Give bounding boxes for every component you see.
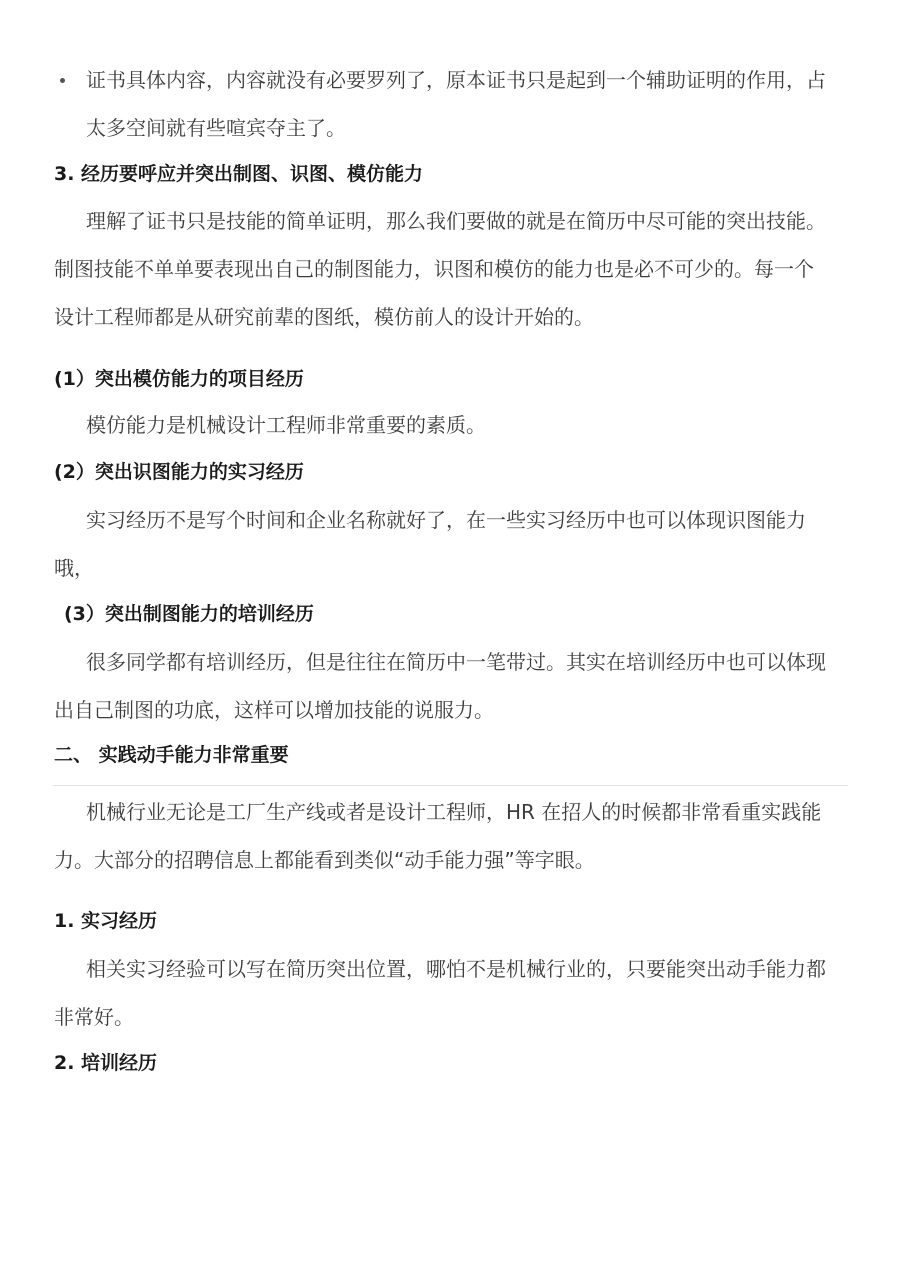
subsection-2-heading: (2）突出识图能力的实习经历 bbox=[54, 461, 304, 483]
item-1-paragraph-line2: 非常好。 bbox=[54, 1005, 134, 1029]
section-3-paragraph-line3: 设计工程师都是从研究前辈的图纸，模仿前人的设计开始的。 bbox=[54, 305, 594, 329]
section-3-paragraph-line2: 制图技能不单单要表现出自己的制图能力，识图和模仿的能力也是必不可少的。每一个 bbox=[54, 257, 814, 281]
bullet-text-line2: 太多空间就有些喧宾夺主了。 bbox=[86, 116, 346, 140]
section-3-paragraph-line1: 理解了证书只是技能的简单证明，那么我们要做的就是在简历中尽可能的突出技能。 bbox=[86, 209, 826, 233]
bullet-dot-icon bbox=[60, 78, 65, 83]
subsection-1-paragraph-line1: 模仿能力是机械设计工程师非常重要的素质。 bbox=[86, 413, 486, 437]
subsection-3-paragraph-line1: 很多同学都有培训经历，但是往往在简历中一笔带过。其实在培训经历中也可以体现 bbox=[86, 650, 826, 674]
subsection-1-heading: (1）突出模仿能力的项目经历 bbox=[54, 368, 304, 390]
item-1-paragraph-line1: 相关实习经验可以写在简历突出位置，哪怕不是机械行业的，只要能突出动手能力都 bbox=[86, 957, 826, 981]
subsection-2-paragraph-line1: 实习经历不是写个时间和企业名称就好了，在一些实习经历中也可以体现识图能力 bbox=[86, 508, 806, 532]
item-2-heading: 2. 培训经历 bbox=[54, 1052, 158, 1074]
part-2-paragraph-line2: 力。大部分的招聘信息上都能看到类似“动手能力强”等字眼。 bbox=[54, 848, 595, 872]
section-divider bbox=[53, 785, 848, 786]
item-1-heading: 1. 实习经历 bbox=[54, 910, 158, 932]
part-2-heading: 二、 实践动手能力非常重要 bbox=[54, 744, 289, 766]
subsection-3-heading: (3）突出制图能力的培训经历 bbox=[64, 603, 314, 625]
section-3-heading: 3. 经历要呼应并突出制图、识图、模仿能力 bbox=[54, 163, 424, 185]
part-2-paragraph-line1: 机械行业无论是工厂生产线或者是设计工程师，HR 在招人的时候都非常看重实践能 bbox=[86, 800, 822, 824]
subsection-2-paragraph-line2: 哦， bbox=[54, 556, 94, 580]
bullet-text-line1: 证书具体内容，内容就没有必要罗列了，原本证书只是起到一个辅助证明的作用，占 bbox=[86, 68, 826, 92]
subsection-3-paragraph-line2: 出自己制图的功底，这样可以增加技能的说服力。 bbox=[54, 698, 494, 722]
